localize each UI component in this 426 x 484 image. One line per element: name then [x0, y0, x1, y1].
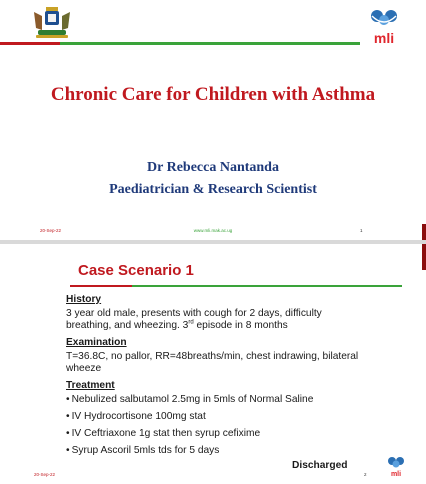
examination-text: T=36.8C, no pallor, RR=48breaths/min, chest indrawing, bilateral wheeze	[66, 351, 359, 374]
history-sup: rd	[188, 319, 194, 326]
mli-logo	[362, 8, 406, 46]
mli-logo-text: mli	[373, 30, 395, 46]
treatment-item: • IV Hydrocortisone 100mg stat	[66, 411, 366, 423]
history-text-end: episode in 8 months	[193, 320, 288, 331]
slide-title: Case Scenario 1	[78, 262, 194, 279]
history-text	[66, 308, 366, 332]
page-number: 1	[360, 228, 363, 233]
discharged-label: Discharged	[292, 460, 348, 471]
treatment-item: • IV Ceftriaxone 1g stat then syrup cefixime	[66, 428, 366, 440]
treatment-item: • Syrup Ascoril 5mls tds for 5 days	[66, 445, 366, 457]
mli-logo-icon	[362, 8, 406, 30]
treatment-item: • Nebulized salbutamol 2.5mg in 5mls of Normal Saline	[66, 394, 366, 406]
mli-logo-text: mli	[390, 471, 402, 478]
history-heading: History	[66, 294, 102, 305]
examination-heading: Examination	[66, 337, 127, 348]
footer-date: 20-Sep-22	[34, 472, 56, 477]
footer-date: 20-Sep-22	[40, 228, 62, 233]
makerere-coat-of-arms-icon	[30, 6, 74, 40]
history-text-main: 3 year old male, presents with cough for 2 days, difficulty breathing, and wheezing. 3	[66, 308, 322, 331]
treatment-heading: Treatment	[66, 380, 115, 391]
mli-logo-icon	[384, 454, 408, 478]
title-slide	[0, 0, 426, 240]
header-rule-red	[0, 42, 60, 45]
title-rule-green	[132, 285, 402, 287]
page-number: 2	[364, 472, 367, 477]
slide-edge-bar	[422, 244, 426, 270]
case-body	[66, 294, 366, 462]
author-name: Dr Rebecca Nantanda	[147, 160, 279, 175]
title-rule-red	[70, 285, 132, 287]
footer-url[interactable]: www.mli.mak.ac.ug	[193, 228, 233, 233]
author-role: Paediatrician & Research Scientist	[109, 182, 317, 197]
header-rule-green	[60, 42, 360, 45]
case-scenario-slide	[0, 244, 426, 484]
presentation-title: Chronic Care for Children with Asthma	[50, 84, 376, 105]
